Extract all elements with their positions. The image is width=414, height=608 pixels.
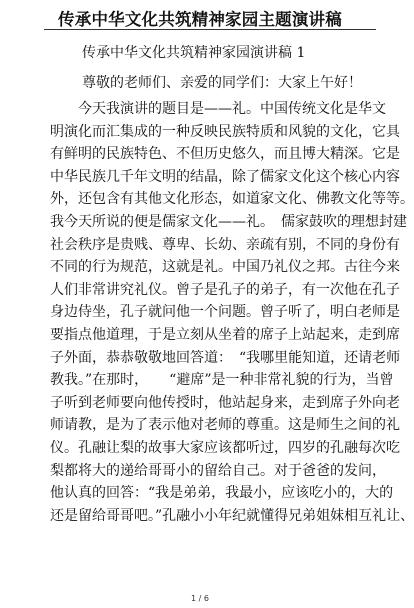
body-line: 身边侍坐，孔子就问他一个问题。曾子听了，明白老师是 [50,304,400,321]
body-line: 我今天所说的便是儒家文化——礼。 儒家鼓吹的理想封建 [50,213,407,230]
document-title: 传承中华文化共筑精神家园主题演讲稿 [58,10,342,29]
body-line: 他认真的回答：“我是弟弟，我最小，应该吃小的，大的 [50,485,394,502]
body-line: 教我。”在那时， “避席”是一种非常礼貌的行为，当曾 [50,372,394,389]
body-line: 社会秩序是贵贱、尊卑、长幼、亲疏有别，不同的身份有 [50,236,400,253]
body-line: 今天我演讲的题目是——礼。中国传统文化是华文 [50,101,386,117]
body-line: 中华民族几千年文明的结晶，除了儒家文化这个核心内容 [50,168,400,185]
page-indicator: 1 / 6 [191,594,209,603]
document-subtitle: 传承中华文化共筑精神家园演讲稿 1 [82,45,306,61]
body-line: 不同的行为规范，这就是礼。中国乃礼仪之邦。古往今来 [50,259,400,276]
body-line: 子听到老师要向他传授时，他站起身来，走到席子外向老 [50,394,400,411]
body-line: 有鲜明的民族特色、不但历史悠久，而且博大精深。它是 [50,146,400,163]
body-line: 外，还包含有其他文化形态，如道家文化、佛教文化等等。 [50,191,414,208]
body-line: 梨都将大的递给哥哥小的留给自己。对于爸爸的发问， [50,462,386,479]
body-line: 还是留给哥哥吧。”孔融小小年纪就懂得兄弟姐妹相互礼让、 [50,507,414,524]
body-line: 子外面，恭恭敬敬地回答道： “我哪里能知道，还请老师 [50,349,401,366]
body-line: 人们非常讲究礼仪。曾子是孔子的弟子，有一次他在孔子 [50,281,400,298]
body-line: 要指点他道理，于是立刻从坐着的席子上站起来，走到席 [50,326,400,343]
speech-body [50,98,414,527]
body-line: 师请教，是为了表示他对老师的尊重。这是师生之间的礼 [50,417,400,434]
title-divider [44,29,376,30]
body-line: 仪。孔融让梨的故事大家应该都听过，四岁的孔融每次吃 [50,439,400,456]
body-line: 明演化而汇集成的一种反映民族特质和风貌的文化，它具 [50,123,400,140]
greeting-line: 尊敬的老师们、亲爱的同学们：大家上午好！ [82,75,362,91]
